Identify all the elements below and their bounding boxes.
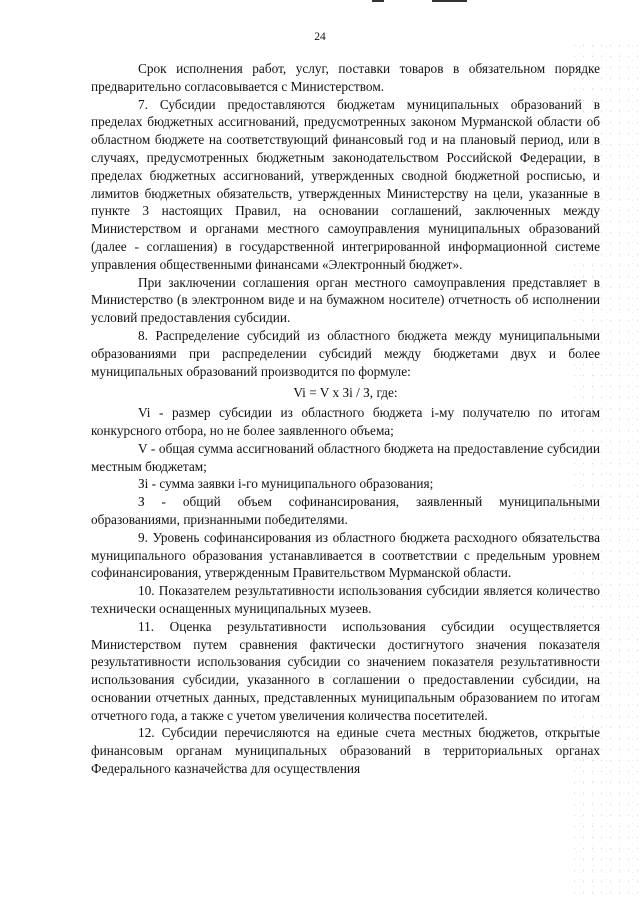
scan-noise	[570, 40, 640, 900]
paragraph-9: 9. Уровень софинансирования из областного бюджета расходного обязательства муниципального образования устанавливается в соответствии с предельным уровнем софинансирования, утвержденным Правительством Мурманской области.	[91, 529, 600, 581]
header-scan-mark	[372, 0, 467, 3]
page-number: 24	[314, 31, 326, 43]
paragraph-11: 11. Оценка результативности использования субсидии осуществляется Министерством путем сравнения фактически достигнутого значения показателя результативности использования субсидии со значением показателя результативности использования субсидии, указанного в соглашении о предоставлении субсидии, на основании отчетных данных, представленных муниципальным образованием по итогам отчетного года, а также с учетом увеличения количества посетителей.	[91, 618, 600, 723]
definition-v: V - общая сумма ассигнований областного бюджета на предоставление субсидии местным бюджетам;	[91, 440, 600, 474]
paragraph-10: 10. Показателем результативности использования субсидии является количество технически оснащенных муниципальных музеев.	[91, 583, 600, 616]
definition-vi: Vi - размер субсидии из областного бюджета i-му получателю по итогам конкурсного отбора, но не более заявленного объема;	[91, 405, 600, 438]
definition-z: З - общий объем софинансирования, заявленный муниципальными образованиями, признанными победителями.	[91, 494, 600, 527]
paragraph-deadline: Срок исполнения работ, услуг, поставки товаров в обязательном порядке предварительно согласовывается с Министерством.	[91, 61, 600, 94]
document-body	[91, 60, 600, 778]
paragraph-agreement: При заключении соглашения орган местного самоуправления представляет в Министерство (в электронном виде и на бумажном носителе) отчетность об исполнении условий предоставления субсидии.	[91, 274, 600, 326]
paragraph-12: 12. Субсидии перечисляются на единые счета местных бюджетов, открытые финансовым органам муниципальных образований в территориальных органах Федерального казначейства для осуществления	[91, 725, 600, 777]
formula: Vi = V x Зi / З, где:	[293, 385, 398, 401]
paragraph-7: 7. Субсидии предоставляются бюджетам муниципальных образований в пределах бюджетных ассигнований, предусмотренных законом Мурманской области об областном бюджете на соответствующий финансовый год и на плановый период, или в случаях, предусмотренных бюджетным законодательством Российской Федерации, в пределах бюджетных ассигнований, утвержденных сводной бюджетной росписью, и лимитов бюджетных обязательств, утвержденных Министерству на цели, указанные в пункте 3 настоящих Правил, на основании соглашений, заключенных между Министерством и органами местного самоуправления муниципальных образований (далее - соглашения) в государственной интегрированной информационной системе управления общественными финансами «Электронный бюджет».	[91, 96, 600, 272]
paragraph-8: 8. Распределение субсидий из областного бюджета между муниципальными образованиями при распределении субсидий между бюджетами двух и более муниципальных образований производится по формуле:	[91, 327, 600, 379]
definition-zi: Зi - сумма заявки i-го муниципального образования;	[138, 476, 434, 492]
